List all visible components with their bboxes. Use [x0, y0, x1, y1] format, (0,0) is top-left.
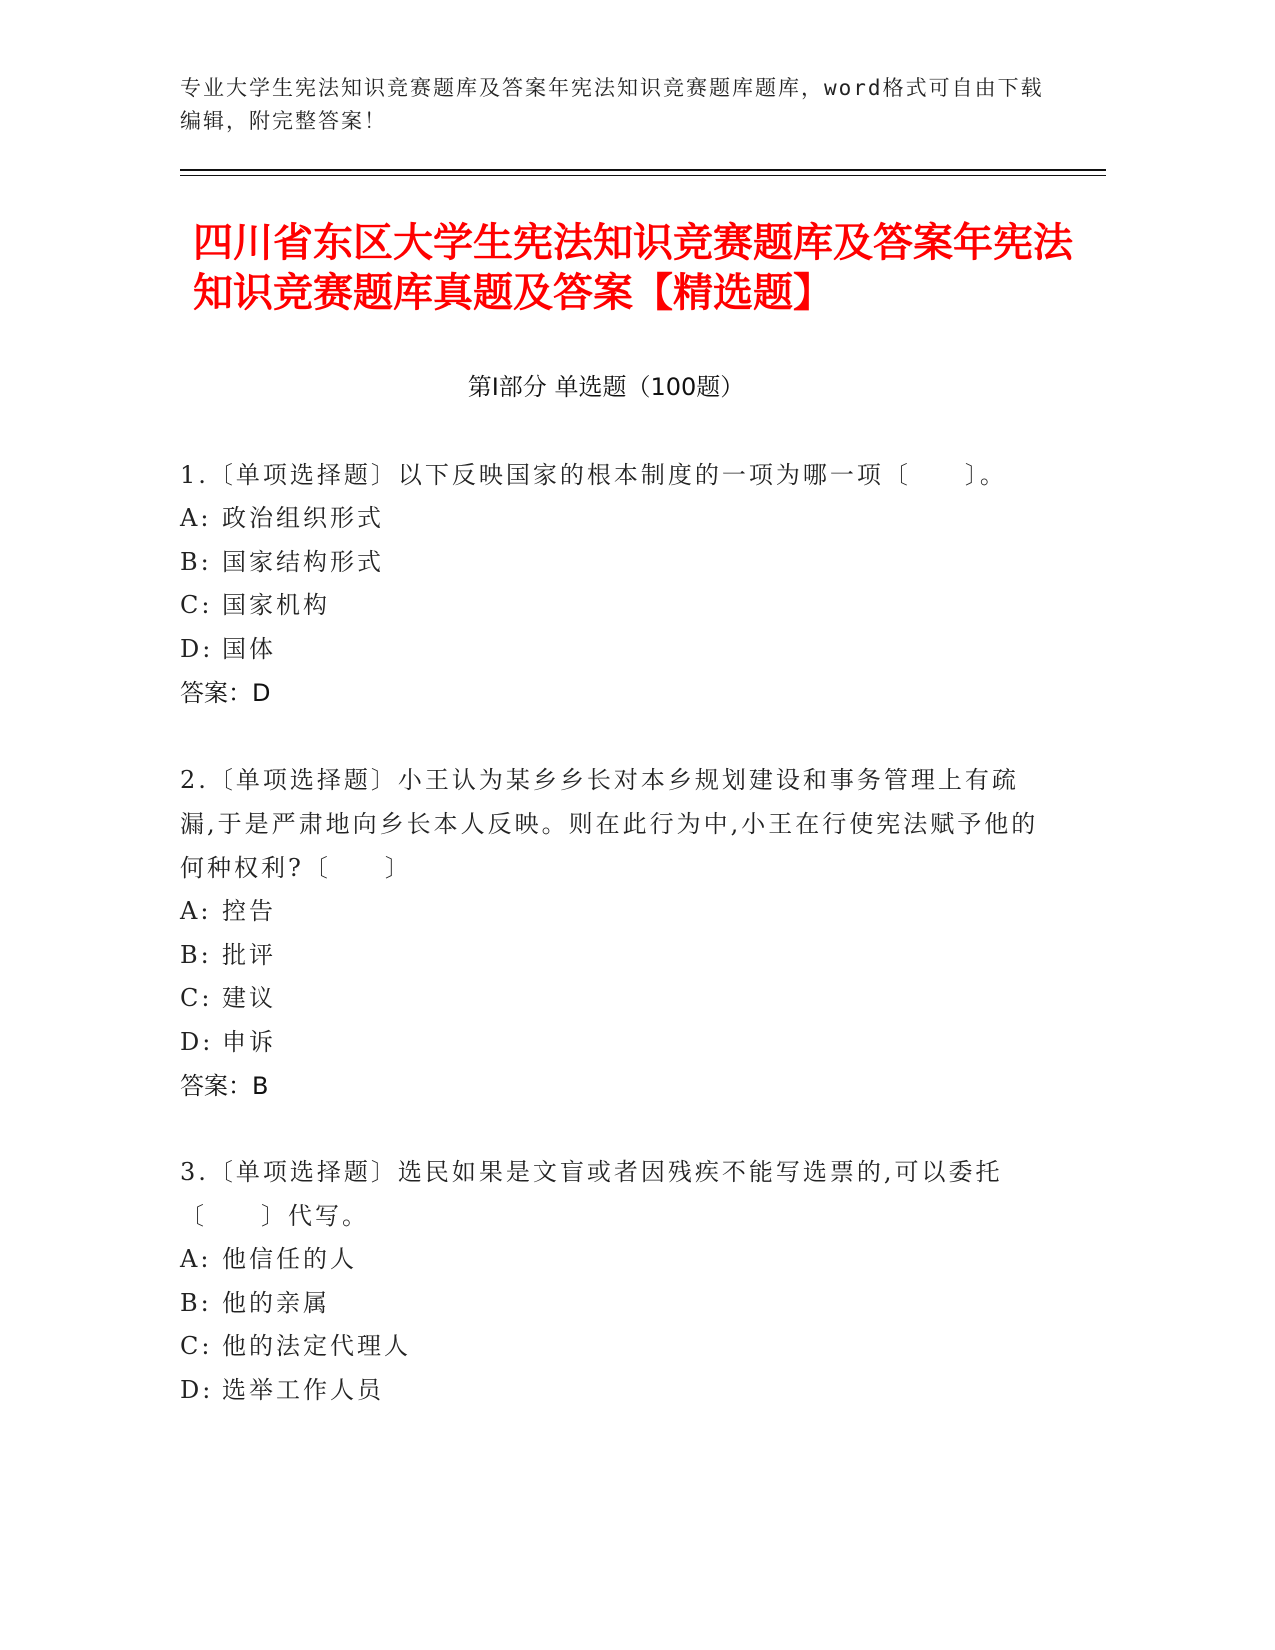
- option-text: 控告: [222, 897, 276, 925]
- answer: 答案：D: [180, 679, 271, 707]
- question-stem: 3.〔单项选择题〕选民如果是文盲或者因残疾不能写选票的,可以委托〔 〕代写。: [180, 1158, 1003, 1230]
- question-3: [180, 1150, 1040, 1412]
- header-divider-thick: [180, 169, 1106, 171]
- option-key: C:: [180, 1332, 213, 1360]
- header-note: 专业大学生宪法知识竞赛题库及答案年宪法知识竞赛题库题库，word格式可自由下载编辑，附完整答案！: [180, 76, 1044, 133]
- option-key: A:: [180, 897, 212, 925]
- section-title: 第I部分 单选题（100题）: [467, 373, 745, 401]
- option-key: B:: [180, 1288, 212, 1317]
- option-c: [180, 584, 1040, 628]
- answer: 答案：B: [180, 1072, 269, 1100]
- option-c: [180, 977, 1040, 1021]
- option-a: [180, 497, 1040, 541]
- option-text: 他的法定代理人: [222, 1332, 411, 1360]
- option-key: C:: [180, 984, 213, 1012]
- question-1: [180, 453, 1040, 715]
- option-a: [180, 1238, 1040, 1282]
- option-d: [180, 1021, 1040, 1065]
- document-title: 四川省东区大学生宪法知识竞赛题库及答案年宪法知识竞赛题库真题及答案【精选题】: [193, 220, 1073, 316]
- question-stem: 2.〔单项选择题〕小王认为某乡乡长对本乡规划建设和事务管理上有疏漏,于是严肃地向乡长本人反映。则在此行为中,小王在行使宪法赋予他的何种权利?〔 〕: [180, 766, 1039, 882]
- option-text: 政治组织形式: [222, 504, 384, 532]
- option-key: B:: [180, 547, 212, 576]
- option-text: 申诉: [222, 1027, 276, 1056]
- option-key: A:: [180, 1245, 212, 1273]
- option-text: 国体: [222, 634, 276, 663]
- header-divider-thin: [180, 175, 1106, 176]
- option-d: [180, 628, 1040, 672]
- option-b: [180, 541, 1040, 585]
- option-text: 建议: [222, 984, 276, 1012]
- option-text: 他信任的人: [222, 1245, 357, 1273]
- option-key: D:: [180, 634, 214, 663]
- option-text: 国家结构形式: [222, 547, 384, 576]
- option-b: [180, 934, 1040, 978]
- question-2: [180, 758, 1040, 1108]
- option-a: [180, 890, 1040, 934]
- option-b: [180, 1282, 1040, 1326]
- option-key: D:: [180, 1375, 214, 1404]
- option-text: 他的亲属: [222, 1288, 330, 1317]
- option-text: 国家机构: [222, 591, 330, 619]
- option-d: [180, 1369, 1040, 1413]
- option-text: 批评: [222, 940, 276, 969]
- option-key: A:: [180, 504, 212, 532]
- option-c: [180, 1325, 1040, 1369]
- option-key: D:: [180, 1027, 214, 1056]
- question-stem: 1.〔单项选择题〕以下反映国家的根本制度的一项为哪一项〔 〕。: [180, 461, 1007, 489]
- option-text: 选举工作人员: [222, 1375, 384, 1404]
- option-key: B:: [180, 940, 212, 969]
- option-key: C:: [180, 591, 213, 619]
